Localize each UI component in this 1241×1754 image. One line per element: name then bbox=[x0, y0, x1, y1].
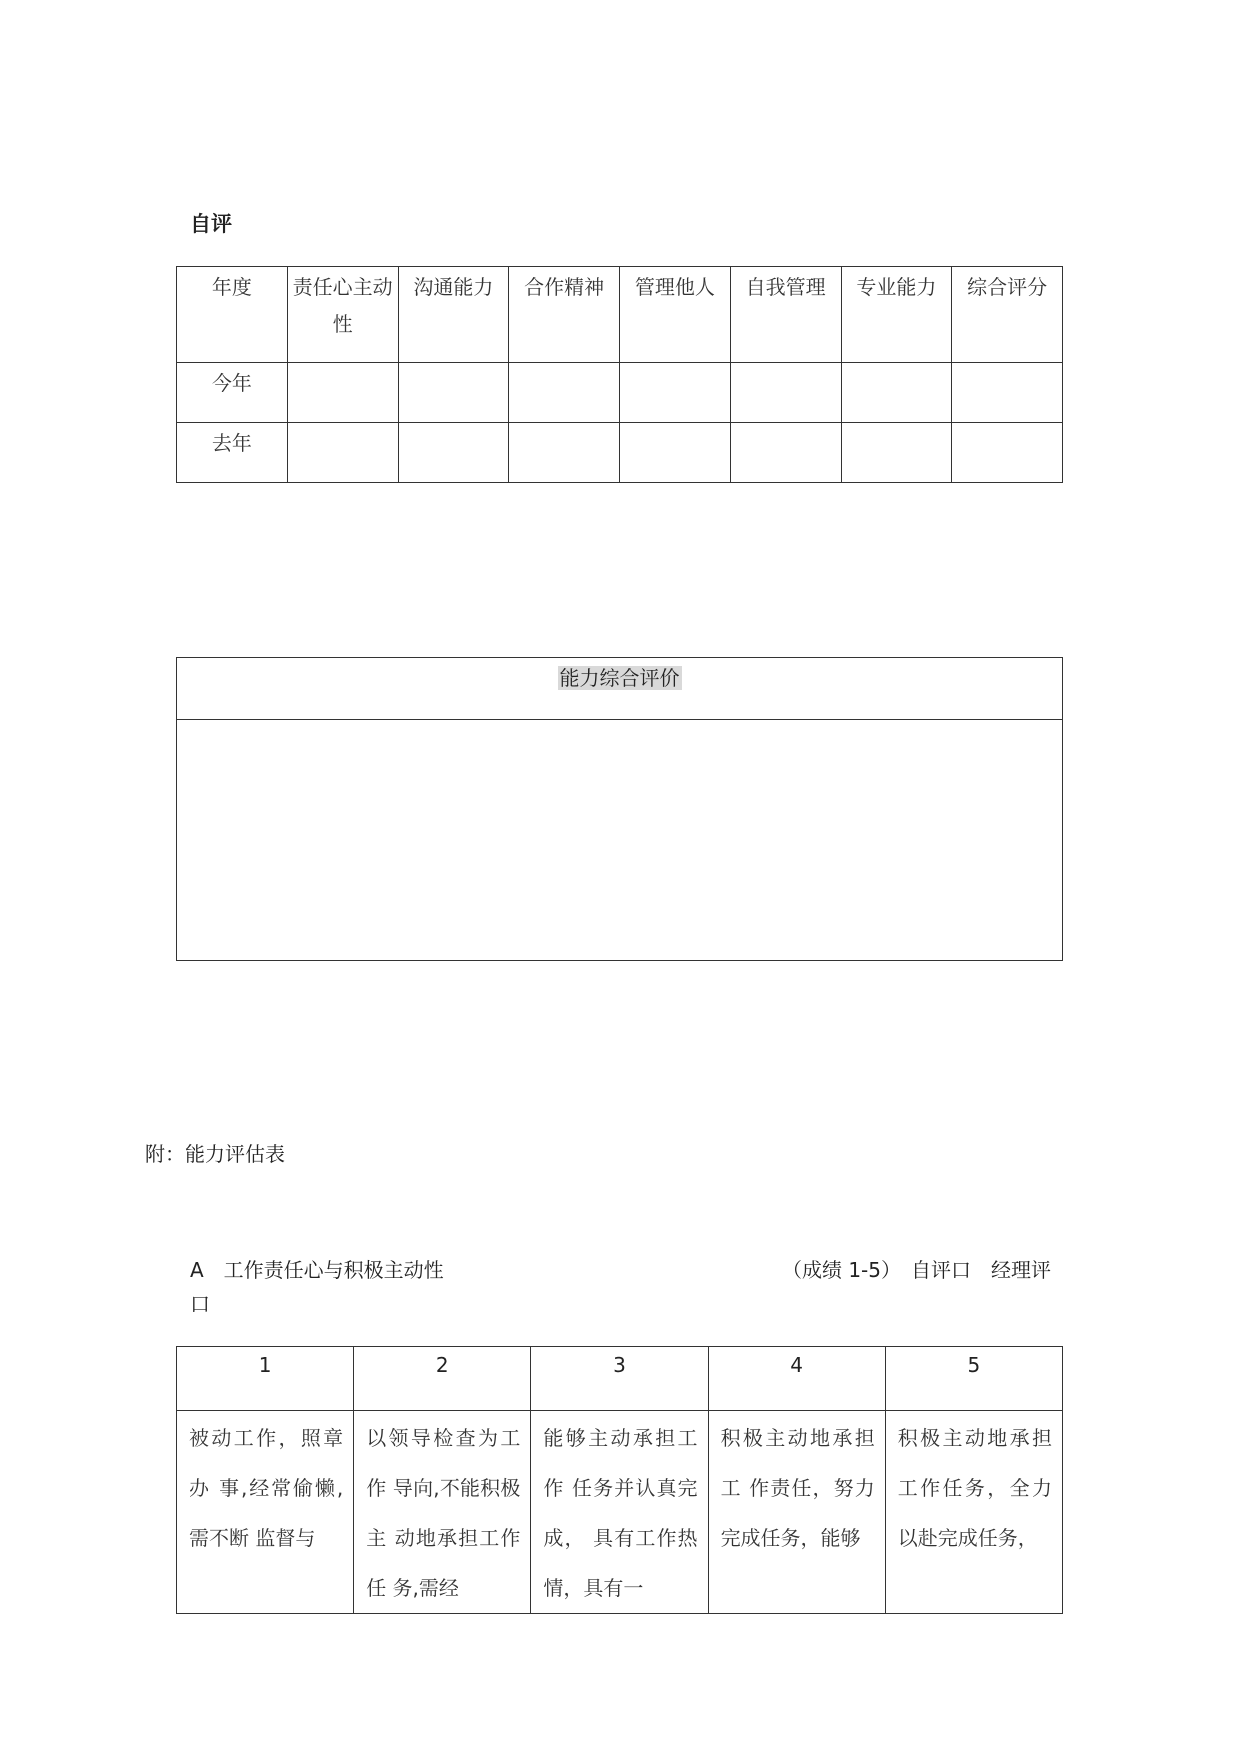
level-4: 4 bbox=[708, 1347, 885, 1411]
header-managing-others: 管理他人 bbox=[620, 267, 731, 363]
level-3-description: 能够主动承担工作 任务并认真完成， 具有工作热情，具有一 bbox=[531, 1411, 708, 1614]
level-5-description: 积极主动地承担工作任务，全力以赴完成任务， bbox=[885, 1411, 1062, 1614]
level-2: 2 bbox=[354, 1347, 531, 1411]
header-overall: 综合评分 bbox=[952, 267, 1063, 363]
self-eval-table bbox=[176, 266, 1063, 483]
section-a-header bbox=[190, 1253, 1065, 1321]
score-cell[interactable] bbox=[730, 363, 841, 423]
score-cell[interactable] bbox=[398, 423, 509, 483]
appendix-title: 附：能力评估表 bbox=[145, 1142, 285, 1166]
summary-header bbox=[177, 658, 1063, 720]
table-row bbox=[177, 423, 1063, 483]
table-row bbox=[177, 1411, 1063, 1614]
table-header-row bbox=[177, 267, 1063, 363]
score-cell[interactable] bbox=[509, 363, 620, 423]
header-responsibility: 责任心主动性 bbox=[287, 267, 398, 363]
score-cell[interactable] bbox=[952, 363, 1063, 423]
level-description-table bbox=[176, 1346, 1063, 1614]
summary-evaluation-box bbox=[176, 657, 1063, 961]
score-cell[interactable] bbox=[287, 363, 398, 423]
table-header-row bbox=[177, 1347, 1063, 1411]
score-cell[interactable] bbox=[952, 423, 1063, 483]
row-label-this-year: 今年 bbox=[177, 363, 288, 423]
level-3: 3 bbox=[531, 1347, 708, 1411]
section-a-label: A 工作责任心与积极主动性 bbox=[190, 1258, 444, 1282]
score-cell[interactable] bbox=[620, 423, 731, 483]
header-communication: 沟通能力 bbox=[398, 267, 509, 363]
level-1: 1 bbox=[177, 1347, 354, 1411]
level-1-description: 被动工作，照章办 事,经常偷懒,需不断 监督与 bbox=[177, 1411, 354, 1614]
level-4-description: 积极主动地承担工 作责任，努力完成任务，能够 bbox=[708, 1411, 885, 1614]
score-cell[interactable] bbox=[841, 423, 952, 483]
level-5: 5 bbox=[885, 1347, 1062, 1411]
row-label-last-year: 去年 bbox=[177, 423, 288, 483]
header-teamwork: 合作精神 bbox=[509, 267, 620, 363]
self-eval-title: 自评 bbox=[190, 212, 232, 236]
summary-title: 能力综合评价 bbox=[559, 666, 680, 690]
score-cell[interactable] bbox=[509, 423, 620, 483]
header-year: 年度 bbox=[177, 267, 288, 363]
score-cell[interactable] bbox=[287, 423, 398, 483]
table-row bbox=[177, 363, 1063, 423]
header-professional: 专业能力 bbox=[841, 267, 952, 363]
score-cell[interactable] bbox=[398, 363, 509, 423]
score-cell[interactable] bbox=[730, 423, 841, 483]
level-2-description: 以领导检查为工作 导向,不能积极主 动地承担工作任 务,需经 bbox=[354, 1411, 531, 1614]
summary-text-area[interactable] bbox=[177, 720, 1063, 961]
score-info: （成绩 1-5） 自评口 经理评 bbox=[781, 1258, 1051, 1282]
score-cell[interactable] bbox=[620, 363, 731, 423]
header-self-management: 自我管理 bbox=[730, 267, 841, 363]
score-checkbox-wrap: 口 bbox=[190, 1292, 210, 1316]
score-cell[interactable] bbox=[841, 363, 952, 423]
